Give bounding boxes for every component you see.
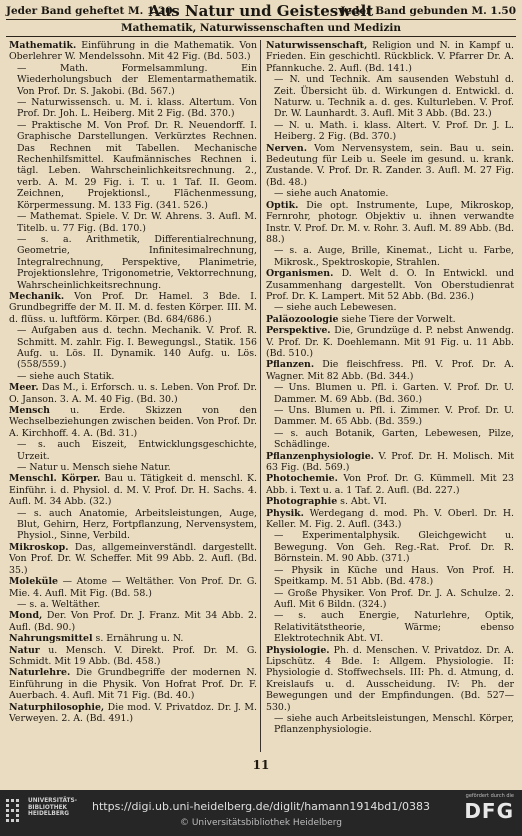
- index-entry: [9, 645, 257, 668]
- entry-keyword: Pflanzenphysiologie.: [266, 450, 374, 462]
- entry-text: — s. a. Arithmetik, Differentialrechnung, Geometrie, Infinitesimalrechnung, Integralrechnung, Perspektive, Planimetrie, Projektionslehre, Trigonometrie, Vektorrechnung, Wahrscheinlichkeitsrechnung.: [17, 233, 257, 291]
- index-entry: [9, 542, 257, 576]
- index-entry: [266, 74, 514, 120]
- entry-text: — siehe auch Lebewesen.: [274, 302, 397, 314]
- entry-keyword: Perspektive.: [266, 325, 331, 337]
- entry-text: Die Grundbegriffe der modernen N. Einführung in die Physik. Von Hofrat Prof. Dr. F. Auerbach. 4. Aufl. Mit 71 Fig. (Bd. 40.): [9, 667, 257, 702]
- entry-text: siehe Tiere der Vorwelt.: [338, 313, 456, 325]
- entry-text: Werdegang d. mod. Ph. V. Oberl. Dr. H. Keller. M. Fig. 2. Aufl. (343.): [266, 507, 514, 531]
- index-entry: [9, 508, 257, 542]
- section-subtitle: Mathematik, Naturwissenschaften und Medizin: [120, 22, 402, 34]
- entry-text: — Aufgaben aus d. techn. Mechanik. V. Prof. R. Schmitt. M. zahlr. Fig. I. Bewegungsl., Statik. 156 Aufg. u. Lös. II. Dynamik. 140 Aufg. u. Lös. (558/559.): [17, 325, 257, 371]
- header-rule-top: [6, 19, 516, 20]
- entry-text: — N. u. Math. i. klass. Altert. V. Prof. Dr. J. L. Heiberg. 2 Fig. (Bd. 370.): [274, 119, 514, 143]
- entry-text: Von Prof. Dr. Hamel. 3 Bde. I. Grundbegriffe der M. II. M. d. festen Körper. III. M. d. flüss. u. luftförm. Körper. (Bd. 684/686.): [9, 290, 257, 325]
- index-entry: [9, 702, 257, 725]
- entry-text: D. Welt d. O. In Entwickl. und Zusammenhang dargestellt. Von Oberstudienrat Prof. Dr. K. Lampert. Mit 52 Abb. (Bd. 236.): [266, 268, 514, 302]
- index-entry: [266, 302, 514, 313]
- permalink-url[interactable]: https://digi.ub.uni-heidelberg.de/diglit/hamann1914bd1/0383: [92, 800, 430, 813]
- header-price-left: Jeder Band geheftet M. 1.20: [6, 5, 173, 17]
- entry-text: — s. a. Auge, Brille, Kinemat., Licht u. Farbe, Mikrosk., Spektroskopie, Strahlen.: [274, 245, 514, 268]
- series-title: Aus Natur und Geisteswelt: [148, 2, 374, 20]
- entry-keyword: Naturphilosophie,: [9, 701, 105, 713]
- index-entry: [266, 188, 514, 199]
- index-entry: [266, 382, 514, 405]
- entry-text: — siehe auch Arbeitsleistungen, Menschl. Körper, Pflanzenphysiologie.: [274, 712, 514, 736]
- index-entry: [9, 473, 257, 507]
- entry-text: — Physik in Küche und Haus. Von Prof. H. Speitkamp. M. 51 Abb. (Bd. 478.): [274, 564, 514, 588]
- index-entry: [9, 234, 257, 291]
- entry-text: u. Erde. Skizzen von den Wechselbeziehungen zwischen beiden. Von Prof. Dr. A. Kirchhoff. 4. A. (Bd. 31.): [9, 405, 257, 439]
- index-entry: [9, 325, 257, 371]
- index-entry: [266, 314, 514, 325]
- index-entry: [9, 599, 257, 610]
- index-entry: [266, 508, 514, 531]
- dfg-funded-label: gefördert durch die: [465, 793, 514, 799]
- entry-text: Das M., i. Erforsch. u. s. Leben. Von Prof. Dr. O. Janson. 3. A. M. 40 Fig. (Bd. 30.): [9, 382, 257, 405]
- entry-text: — Uns. Blumen u. Pfl. i. Zimmer. V. Prof. Dr. U. Dammer. M. 65 Abb. (Bd. 359.): [274, 405, 514, 428]
- index-entry: [9, 371, 257, 382]
- index-entry: [9, 211, 257, 234]
- library-logo-text: UNIVERSITÄTS- BIBLIOTHEK HEIDELBERG: [28, 798, 78, 818]
- entry-text: — s. auch Anatomie, Arbeitsleistungen, Auge, Blut, Gehirn, Herz, Fortpflanzung, Nervensystem, Physiol., Sinne, Verbild.: [17, 507, 257, 542]
- index-entry: [266, 245, 514, 268]
- index-entry: [266, 359, 514, 382]
- entry-text: Bau u. Tätigkeit d. menschl. K. Einführ. i. d. Physiol. d. M. V. Prof. Dr. H. Sachs. 4. Aufl. M. 34 Abb. (32.): [9, 473, 257, 508]
- entry-text: Der. Von Prof. Dr. J. Franz. Mit 34 Abb. 2. Aufl. (Bd. 90.): [9, 610, 257, 633]
- index-entry: [9, 382, 257, 405]
- entry-keyword: Mechanik.: [9, 290, 65, 302]
- entry-text: — siehe auch Anatomie.: [274, 188, 389, 200]
- index-entry: [266, 40, 514, 74]
- index-entry: [266, 588, 514, 611]
- entry-text: — Naturwissensch. u. M. i. klass. Altertum. Von Prof. Dr. Joh. L. Heiberg. Mit 2 Fig. (Bd. 370.): [17, 97, 257, 120]
- entry-text: — N. und Technik. Am sausenden Webstuhl d. Zeit. Übersicht üb. d. Wirkungen d. Entwickl. d. Naturw. u. Technik a. d. ges. Kulturleben. V. Prof. Dr. W. Launhardt. 3. Aufl. Mit 3 Abb. (Bd. 23.): [274, 74, 514, 120]
- index-entry: [9, 576, 257, 599]
- index-entry: [266, 645, 514, 713]
- copyright-notice: © Universitätsbibliothek Heidelberg: [179, 818, 342, 828]
- column-divider: [260, 40, 261, 752]
- index-entry: [9, 97, 257, 120]
- entry-text: Die fleischfress. Pfl. V. Prof. Dr. A. Wagner. Mit 82 Abb. (Bd. 344.): [266, 359, 514, 382]
- index-entry: [9, 667, 257, 701]
- header-price-right: Jeder Band gebunden M. 1.50: [340, 5, 516, 17]
- index-entry: [266, 713, 514, 736]
- index-entry: [266, 268, 514, 302]
- index-entry: [9, 633, 257, 644]
- index-entry: [9, 405, 257, 439]
- viewer-footer: [0, 790, 522, 836]
- entry-text: — Math. Formelsammlung. Ein Wiederholungsbuch der Elementarmathematik. Von Prof. Dr. S. Jakobi. (Bd. 567.): [17, 62, 257, 97]
- index-entry: [9, 610, 257, 633]
- index-entry: [266, 610, 514, 644]
- entry-text: — s. a. Weltäther.: [17, 598, 101, 610]
- index-entry: [266, 530, 514, 564]
- entry-keyword: Physiologie.: [266, 644, 330, 656]
- entry-keyword: Natur: [9, 644, 40, 656]
- entry-text: — siehe auch Statik.: [17, 370, 115, 382]
- index-entry: [266, 325, 514, 359]
- index-entry: [266, 200, 514, 246]
- entry-text: Das, allgemeinverständl. dargestellt. Von Prof. Dr. W. Scheffer. Mit 99 Abb. 2. Aufl. (Bd. 35.): [9, 541, 257, 576]
- entry-text: Die mod. V. Privatdoz. Dr. J. M. Verweyen. 2. A. (Bd. 491.): [9, 701, 257, 724]
- entry-keyword: Mathematik.: [9, 40, 77, 51]
- index-entry: [266, 428, 514, 451]
- entry-text: u. Mensch. V. Direkt. Prof. Dr. M. G. Schmidt. Mit 19 Abb. (Bd. 458.): [9, 644, 257, 667]
- dfg-logo[interactable]: [458, 794, 514, 832]
- entry-keyword: Nerven.: [266, 142, 307, 154]
- index-entry: [266, 496, 514, 507]
- page-number: 11: [252, 758, 270, 772]
- entry-text: Religion und N. in Kampf u. Frieden. Ein geschichtl. Rückblick. V. Pfarrer Dr. A. Pfannkuche. 2. Aufl. (Bd. 141.): [266, 40, 514, 74]
- right-column: [266, 40, 514, 752]
- entry-keyword: Photochemie.: [266, 473, 338, 485]
- dfg-wordmark: DFG: [464, 798, 514, 823]
- entry-text: Vom Nervensystem, sein. Bau u. sein. Bedeutung für Leib u. Seele im gesund. u. krank. Zustande. V. Prof. Dr. R. Zander. 3. Aufl. M. 27 Fig. (Bd. 48.): [266, 142, 514, 188]
- entry-text: Einführung in die Mathematik. Von Oberlehrer W. Mendelssohn. Mit 42 Fig. (Bd. 503.): [9, 40, 257, 63]
- entry-text: — Mathemat. Spiele. V. Dr. W. Ahrens. 3. Aufl. M. Titelb. u. 77 Fig. (Bd. 170.): [17, 211, 257, 234]
- index-entry: [9, 462, 257, 473]
- entry-text: — s. auch Energie, Naturlehre, Optik, Relativitätstheorie, Wärme; ebenso Elektrotechnik Abt. VI.: [274, 610, 514, 645]
- header-rule-bottom: [6, 36, 516, 37]
- entry-text: — Uns. Blumen u. Pfl. i. Garten. V. Prof. Dr. U. Dammer. M. 69 Abb. (Bd. 360.): [274, 382, 514, 405]
- entry-text: Die, Grundzüge d. P. nebst Anwendg. V. Prof. Dr. K. Doehlemann. Mit 91 Fig. u. 11 Abb. (Bd. 510.): [266, 325, 514, 359]
- index-entry: [266, 473, 514, 496]
- entry-keyword: Nahrungsmittel: [9, 633, 93, 645]
- entry-keyword: Naturwissenschaft,: [266, 40, 368, 51]
- entry-keyword: Moleküle: [9, 576, 58, 588]
- entry-text: s. Abt. VI.: [337, 496, 387, 508]
- entry-keyword: Photographie: [266, 496, 338, 508]
- entry-text: Ph. d. Menschen. V. Privatdoz. Dr. A. Lipschütz. 4 Bde. I: Allgem. Physiologie. II: Physiologie d. Stoffwechsels. III: Ph. d. Atmung, d. Kreislaufs u. d. Ausscheidung. IV: Ph. der Bewegungen und der Empfindungen. (Bd. 527—530.): [266, 644, 514, 713]
- entry-text: — Atome — Weltäther. Von Prof. Dr. G. Mie. 4. Aufl. Mit Fig. (Bd. 58.): [9, 576, 257, 599]
- index-entry: [9, 120, 257, 211]
- entry-keyword: Naturlehre.: [9, 667, 71, 679]
- entry-keyword: Physik.: [266, 507, 304, 519]
- entry-text: — Praktische M. Von Prof. Dr. R. Neuendorff. I. Graphische Darstellungen. Verkürztes Rechnen. Das Rechnen mit Tabellen. Mechanische Rechenhilfsmittel. Kaufmännisches Rechnen i. tägl. Leben. Wahrscheinlichkeitsrechnung. 2., verb. A. M. 29 Fig. i. T. u. 1 Taf. II. Geom. Zeichnen, Projektionsl., Flächenmessung, Körpermessung. M. 133 Fig. (341. 526.): [17, 119, 257, 211]
- index-entry: [266, 565, 514, 588]
- entry-text: s. Ernährung u. N.: [92, 633, 184, 645]
- index-entry: [266, 143, 514, 189]
- entry-keyword: Meer.: [9, 382, 39, 394]
- entry-text: V. Prof. Dr. H. Molisch. Mit 63 Fig. (Bd. 569.): [266, 450, 514, 474]
- index-entry: [266, 405, 514, 428]
- entry-keyword: Optik.: [266, 199, 299, 211]
- index-entry: [9, 439, 257, 462]
- entry-text: — Experimentalphysik. Gleichgewicht u. Bewegung. Von Geh. Reg.-Rat. Prof. Dr. R. Börnstein. M. 90 Abb. (371.): [274, 530, 514, 565]
- index-entry: [9, 40, 257, 63]
- index-entry: [266, 451, 514, 474]
- entry-keyword: Mikroskop.: [9, 541, 69, 553]
- entry-keyword: Organismen.: [266, 268, 334, 280]
- entry-text: Von Prof. Dr. G. Kümmell. Mit 23 Abb. i. Text u. a. 1 Taf. 2. Aufl. (Bd. 227.): [266, 473, 514, 496]
- entry-keyword: Menschl. Körper.: [9, 473, 101, 485]
- entry-keyword: Mond,: [9, 610, 43, 622]
- entry-keyword: Paläozoologie: [266, 313, 339, 325]
- entry-text: — Große Physiker. Von Prof. Dr. J. A. Schulze. 2. Aufl. Mit 6 Bildn. (324.): [274, 587, 514, 610]
- entry-keyword: Mensch: [9, 405, 50, 416]
- entry-text: — s. auch Eiszeit, Entwicklungsgeschichte, Urzeit.: [17, 439, 257, 462]
- header-row: [6, 2, 516, 20]
- entry-text: — s. auch Botanik, Garten, Lebewesen, Pilze, Schädlinge.: [274, 427, 514, 451]
- index-entry: [266, 120, 514, 143]
- index-entry: [9, 63, 257, 97]
- entry-text: Die opt. Instrumente, Lupe, Mikroskop, Fernrohr, photogr. Objektiv u. ihnen verwandte Instr. V. Prof. Dr. M. v. Rohr. 3. Aufl. M. 89 Abb. (Bd. 88.): [266, 199, 514, 245]
- entry-keyword: Pflanzen.: [266, 359, 315, 371]
- index-entry: [9, 291, 257, 325]
- left-column: [9, 40, 257, 752]
- entry-text: — Natur u. Mensch siehe Natur.: [17, 462, 171, 474]
